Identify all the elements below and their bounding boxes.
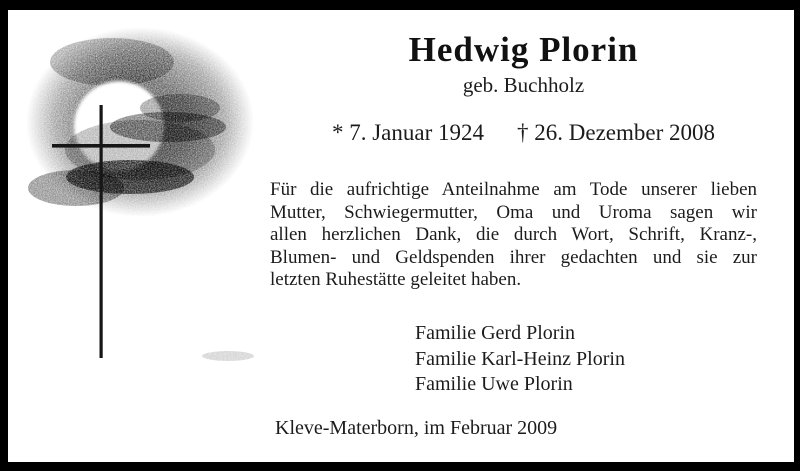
maiden-name: geb. Buchholz: [462, 73, 585, 97]
deceased-name: Hedwig Plorin: [408, 30, 639, 69]
life-dates: [271, 120, 776, 146]
thanks-line: letzten Ruhestätte geleitet haben.: [270, 269, 522, 290]
memorial-illustration: [8, 10, 278, 375]
thanks-line: Für die aufrichtige Anteilnahme am Tode unserer lieben: [270, 179, 757, 200]
family-signature: Familie Uwe Plorin: [415, 373, 573, 396]
notice-paper: [8, 10, 794, 462]
cloud-stipple-background: [26, 27, 254, 361]
thanks-line: Blumen- und Geldspenden ihrer gedachten und sie zur: [270, 246, 757, 268]
place-date-line: Kleve-Materborn, im Februar 2009: [275, 417, 558, 439]
family-signatures: [415, 321, 625, 398]
thanks-line: Mutter, Schwiegermutter, Oma und Uroma sagen wir: [270, 201, 757, 223]
thanks-line: allen herzlichen Dank, die durch Wort, Schrift, Kranz-,: [270, 224, 757, 245]
thanks-paragraph: [270, 179, 757, 292]
family-signature: Familie Karl-Heinz Plorin: [415, 347, 625, 370]
death-date: † 26. Dezember 2008: [517, 120, 716, 145]
family-signature: Familie Gerd Plorin: [415, 322, 575, 344]
birth-date: * 7. Januar 1924: [331, 120, 485, 145]
